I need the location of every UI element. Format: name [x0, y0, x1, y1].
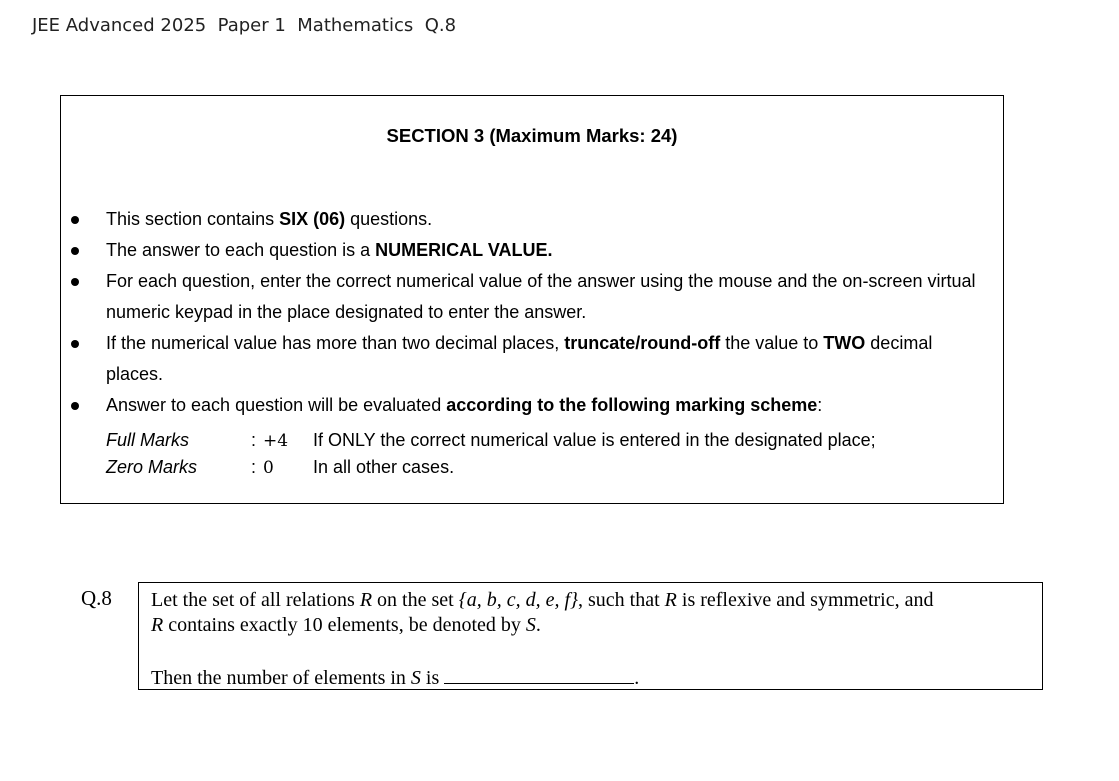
question-number: Q.8 [81, 586, 112, 610]
question-text: , such that [578, 589, 665, 611]
question-text: is [420, 667, 445, 689]
instruction-text: : [817, 395, 823, 415]
question-box [138, 582, 1043, 690]
mark-colon: : [251, 457, 257, 477]
bullet-icon [71, 340, 79, 348]
instruction-text: For each question, enter the correct numerical value of the answer using the mouse and the on-screen virtual numeric keypad in the place designated to enter the answer. [106, 271, 976, 322]
instruction-item [61, 235, 976, 266]
instruction-bold: according to the following marking scheme [446, 395, 818, 415]
math-var-r: R [664, 589, 677, 611]
bullet-icon [71, 278, 79, 286]
instruction-text: Answer to each question will be evaluated [106, 395, 447, 415]
mark-colon: : [251, 430, 257, 450]
math-var-r: R [359, 589, 373, 611]
instruction-text: questions. [345, 209, 433, 229]
mark-value: 0 [263, 457, 274, 478]
instructions-list [61, 204, 1001, 421]
instruction-item [61, 204, 976, 235]
instruction-text: decimal places. [106, 333, 933, 384]
instruction-bold: NUMERICAL VALUE. [375, 240, 553, 260]
mark-label: Full Marks [106, 430, 190, 450]
mark-value: +4 [263, 430, 289, 451]
instruction-text: The answer to each question is a [106, 240, 376, 260]
answer-blank[interactable] [444, 665, 634, 684]
math-set: {a, b, c, d, e, f} [458, 589, 579, 611]
bullet-icon [71, 402, 79, 410]
question-text: . [634, 667, 640, 689]
marking-scheme-table [106, 427, 876, 481]
marking-row [106, 427, 876, 454]
instruction-text: the value to [720, 333, 824, 353]
question-line [151, 588, 1030, 613]
question-text: is reflexive and symmetric, and [676, 589, 934, 611]
instruction-item [61, 266, 976, 328]
section-title: SECTION 3 (Maximum Marks: 24) [386, 125, 678, 146]
question-line [151, 613, 1030, 638]
question-text: Let the set of all relations [151, 589, 360, 611]
instruction-text: This section contains [106, 209, 280, 229]
spacer [151, 638, 1030, 665]
math-var-r: R [151, 614, 164, 636]
instruction-item [61, 390, 976, 421]
question-text: . [535, 614, 541, 636]
instruction-bold: TWO [823, 333, 866, 353]
instruction-item [61, 328, 976, 390]
bullet-icon [71, 247, 79, 255]
mark-description: If ONLY the correct numerical value is entered in the designated place; [313, 430, 876, 450]
question-line [151, 665, 1030, 691]
marking-row [106, 454, 876, 481]
bullet-icon [71, 216, 79, 224]
instruction-bold: SIX (06) [279, 209, 346, 229]
math-var-s: S [410, 667, 421, 689]
instruction-bold: truncate/round-off [564, 333, 721, 353]
mark-description: In all other cases. [313, 457, 455, 477]
mark-label: Zero Marks [106, 457, 198, 477]
instruction-text: If the numerical value has more than two decimal places, [106, 333, 565, 353]
question-text: on the set [372, 589, 459, 611]
math-var-s: S [525, 614, 536, 636]
page-header: JEE Advanced 2025 Paper 1 Mathematics Q.8 [32, 15, 457, 36]
section-instructions-box [60, 95, 1004, 504]
question-text: contains exactly 10 elements, be denoted by [163, 614, 526, 636]
question-text: Then the number of elements in [151, 667, 411, 689]
